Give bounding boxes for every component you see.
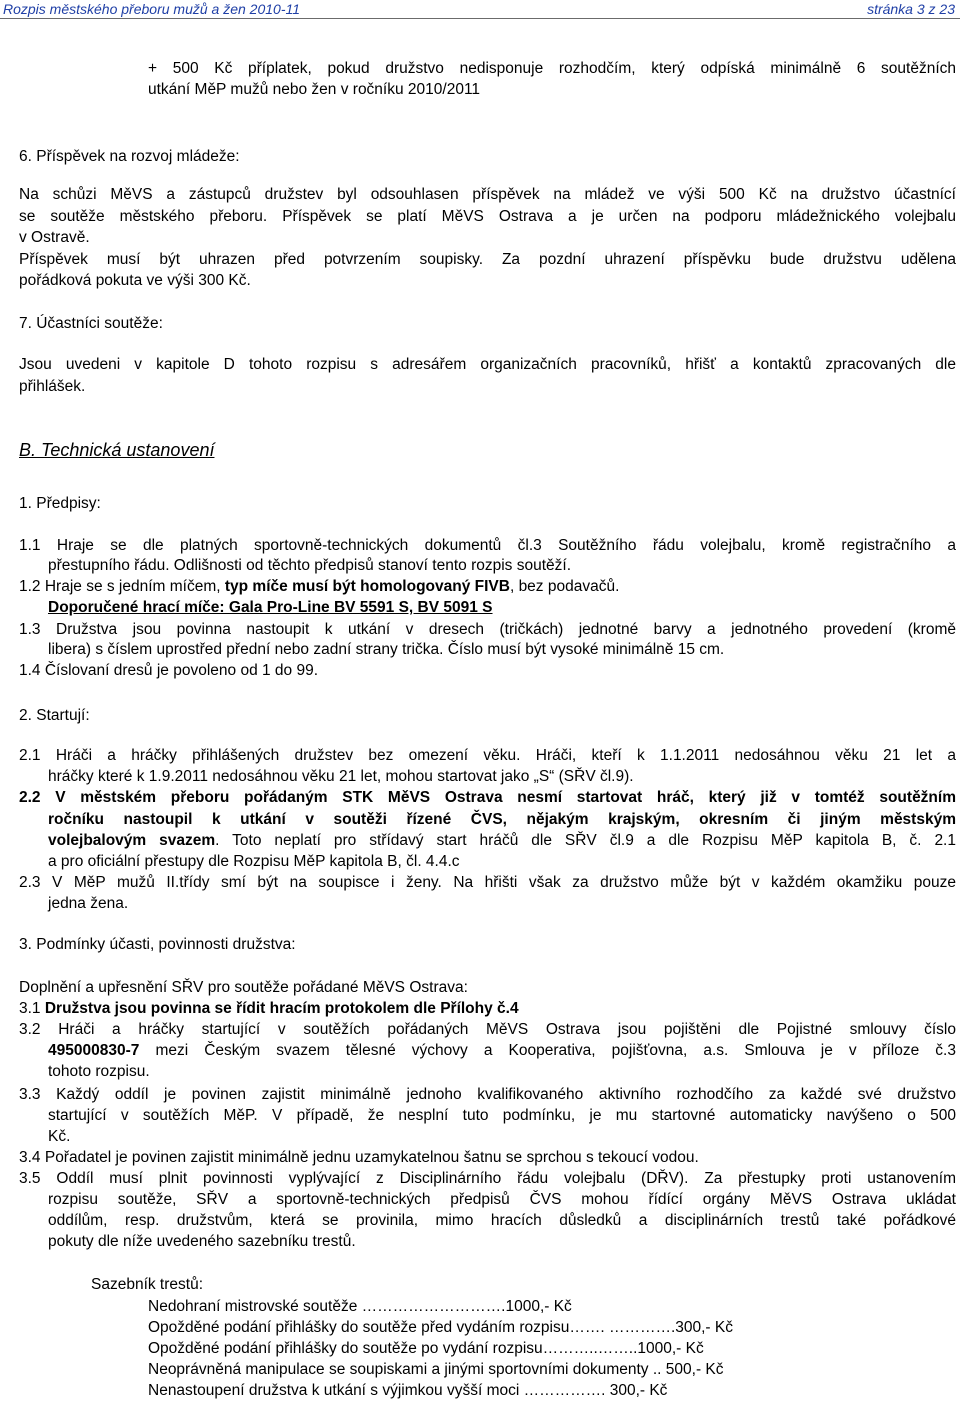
paragraph-line: pořádková pokuta ve výši 300 Kč. [19,272,251,289]
page-number: stránka 3 z 23 [867,1,955,17]
item-line: pokuty dle níže uvedeného sazebníku trestů. [48,1233,356,1250]
section-heading: 6. Příspěvek na rozvoj mládeže: [19,148,240,165]
fee-row: Neoprávněná manipulace se soupiskami a jinými sportovními dokumenty .. 500,- Kč [148,1361,724,1378]
item-text: , bez podavačů. [509,578,620,595]
item-line: oddílům, resp. družstvům, která se provinila, mimo hracích důsledků a disciplinárních trestů také pořádkové [48,1212,956,1229]
item-text: 1.2 Hraje se s jedním míčem, [19,578,225,595]
item-line: 2.1 Hráči a hráčky přihlášených družstev bez omezení věku. Hráči, kteří k 1.1.2011 nedosáhnou věku 21 let a [19,747,956,764]
document-title: Rozpis městského přeboru mužů a žen 2010-11 [3,1,301,17]
chapter-heading: B. Technická ustanovení [19,440,215,460]
page-header [0,0,960,20]
item-line: 3.4 Pořadatel je povinen zajistit minimálně jednu uzamykatelnou šatnu se sprchou s tekoucí vodou. [19,1149,699,1166]
paragraph-line: přihlášek. [19,377,86,395]
section-heading: 3. Podmínky účasti, povinnosti družstva: [19,936,296,953]
item-text: mezi Českým svazem tělesné výchovy a Kooperativa, pojišťovna, a.s. Smlouva je v příloze č.3 [139,1042,956,1059]
item-line: libera) s číslem uprostřed přední nebo zadní strany trička. Číslo musí být vysoké minimálně 15 cm. [48,641,725,658]
item-line: 3.2 Hráči a hráčky startující v soutěžích pořádaných MěVS Ostrava jsou pojištěni dle Pojistné smlouvy číslo [19,1021,956,1038]
item-line: 1.4 Číslovaní dresů je povoleno od 1 do 99. [19,662,319,679]
item-line: 1.3 Družstva jsou povinna nastoupit k utkání v dresech (tričkách) jednotné barvy a jednotného provedení (kromě [19,621,956,638]
paragraph-line: Jsou uvedeni v kapitole D tohoto rozpisu s adresářem organizačních pracovníků, hřišť a kontaktů zpracovaných dle [19,356,956,373]
item-line: 3.3 Každý oddíl je povinen zajistit minimálně jednoho kvalifikovaného aktivního rozhodčího za každé své družstvo [19,1086,956,1103]
paragraph-line: se soutěže městského přeboru. Příspěvek se platí MěVS Ostrava a je určen na podporu mládežnického volejbalu [19,207,956,225]
item-line: 3.5 Oddíl musí plnit povinnosti vyplývající z Disciplinárního řádu volejbalu (DŘV). Za přestupky proti ustanovením [19,1170,956,1187]
item-text-bold: Družstva jsou povinna se řídit hracím protokolem dle Přílohy č.4 [44,1000,519,1017]
item-line [19,999,519,1019]
paragraph [19,184,956,292]
intro-line: utkání MěP mužů nebo žen v ročníku 2010/2011 [148,81,481,98]
item-line [48,831,956,851]
item-text: 3.1 [19,1000,45,1017]
paragraph-line: Na schůzi MěVS a zástupců družstev byl odsouhlasen příspěvek na mládež ve výši 500 Kč na družstvo účastnící [19,186,956,203]
item-line: 2.2 V městském přeboru pořádaným STK MěVS Ostrava nesmí startovat hráč, který již v tomtéž soutěžním [19,789,956,806]
item-line: hráčky které k 1.9.2011 nedosáhnou věku 21 let, mohou startovat jako „S“ (SŘV čl.9). [48,768,634,785]
item-text-bold: volejbalovým svazem [48,832,216,849]
fee-row: Nedohraní mistrovské soutěže ……………………….1000,- Kč [148,1298,572,1315]
section-heading: 2. Startují: [19,707,90,724]
fee-table-title: Sazebník trestů: [91,1276,204,1293]
item-text-bold: 495000830-7 [48,1042,140,1059]
item-line: ročníku nastoupil k utkání v soutěži řízené ČVS, nějakým krajským, okresním či jiným městským [48,811,956,828]
item-line [19,577,619,597]
section-heading: 1. Předpisy: [19,495,101,512]
item-text-bold: typ míče musí být homologovaný FIVB [224,578,510,595]
section-heading: 7. Účastníci soutěže: [19,315,163,332]
paragraph [19,354,956,397]
fee-row: Nenastoupení družstva k utkání s výjimkou vyšší moci ……………. 300,- Kč [148,1382,668,1399]
item-line: Kč. [48,1128,71,1145]
recommended-balls-text: Doporučené hrací míče: Gala Pro-Line BV 5591 S, BV 5091 S [48,599,493,616]
paragraph-line: v Ostravě. [19,229,90,246]
item-line: tohoto rozpisu. [48,1063,150,1080]
item-line: 2.3 V MěP mužů II.třídy smí být na soupisce i ženy. Na hřišti však za družstvo může být v každém okamžiku pouze [19,874,956,891]
item-line [48,1041,956,1061]
item-text: . Toto neplatí pro střídavý start hráčů dle SŘV čl.9 a dle Rozpisu MěP kapitola B, č. 2.1 [215,832,956,849]
recommended-balls [48,598,493,618]
item-line: a pro oficiální přestupy dle Rozpisu MěP kapitola B, čl. 4.4.c [48,853,460,870]
item-line: jedna žena. [48,895,129,912]
fee-row: Opožděné podání přihlášky do soutěže po vydání rozpisu………..……..1000,- Kč [148,1340,704,1357]
item-line: přestupního řádu. Odlišnosti od těchto předpisů stanoví tento rozpis soutěží. [48,557,572,574]
item-line: startující v soutěžích MěP. V případě, že nesplní tuto podmínku, je mu startovné automaticky navýšeno o 500 [48,1107,956,1124]
paragraph-line: Příspěvek musí být uhrazen před potvrzením soupisky. Za pozdní uhrazení příspěvku bude družstvu udělena [19,250,956,268]
item-line: rozpisu soutěže, SŘV a sportovně-technických předpisů ČVS mohou řídící orgány MěVS Ostrava ukládat [48,1191,956,1208]
header-divider [0,18,960,19]
intro-line: + 500 Kč příplatek, pokud družstvo nedisponuje rozhodčím, který odpíská minimálně 6 soutěžních [148,60,956,77]
item-line: 1.1 Hraje se dle platných sportovně-technických dokumentů čl.3 Soutěžního řádu volejbalu, kromě registračního a [19,537,956,554]
fee-row: Opožděné podání přihlášky do soutěže před vydáním rozpisu……. ………….300,- Kč [148,1319,733,1336]
sub-heading: Doplnění a upřesnění SŘV pro soutěže pořádané MěVS Ostrava: [19,979,468,996]
